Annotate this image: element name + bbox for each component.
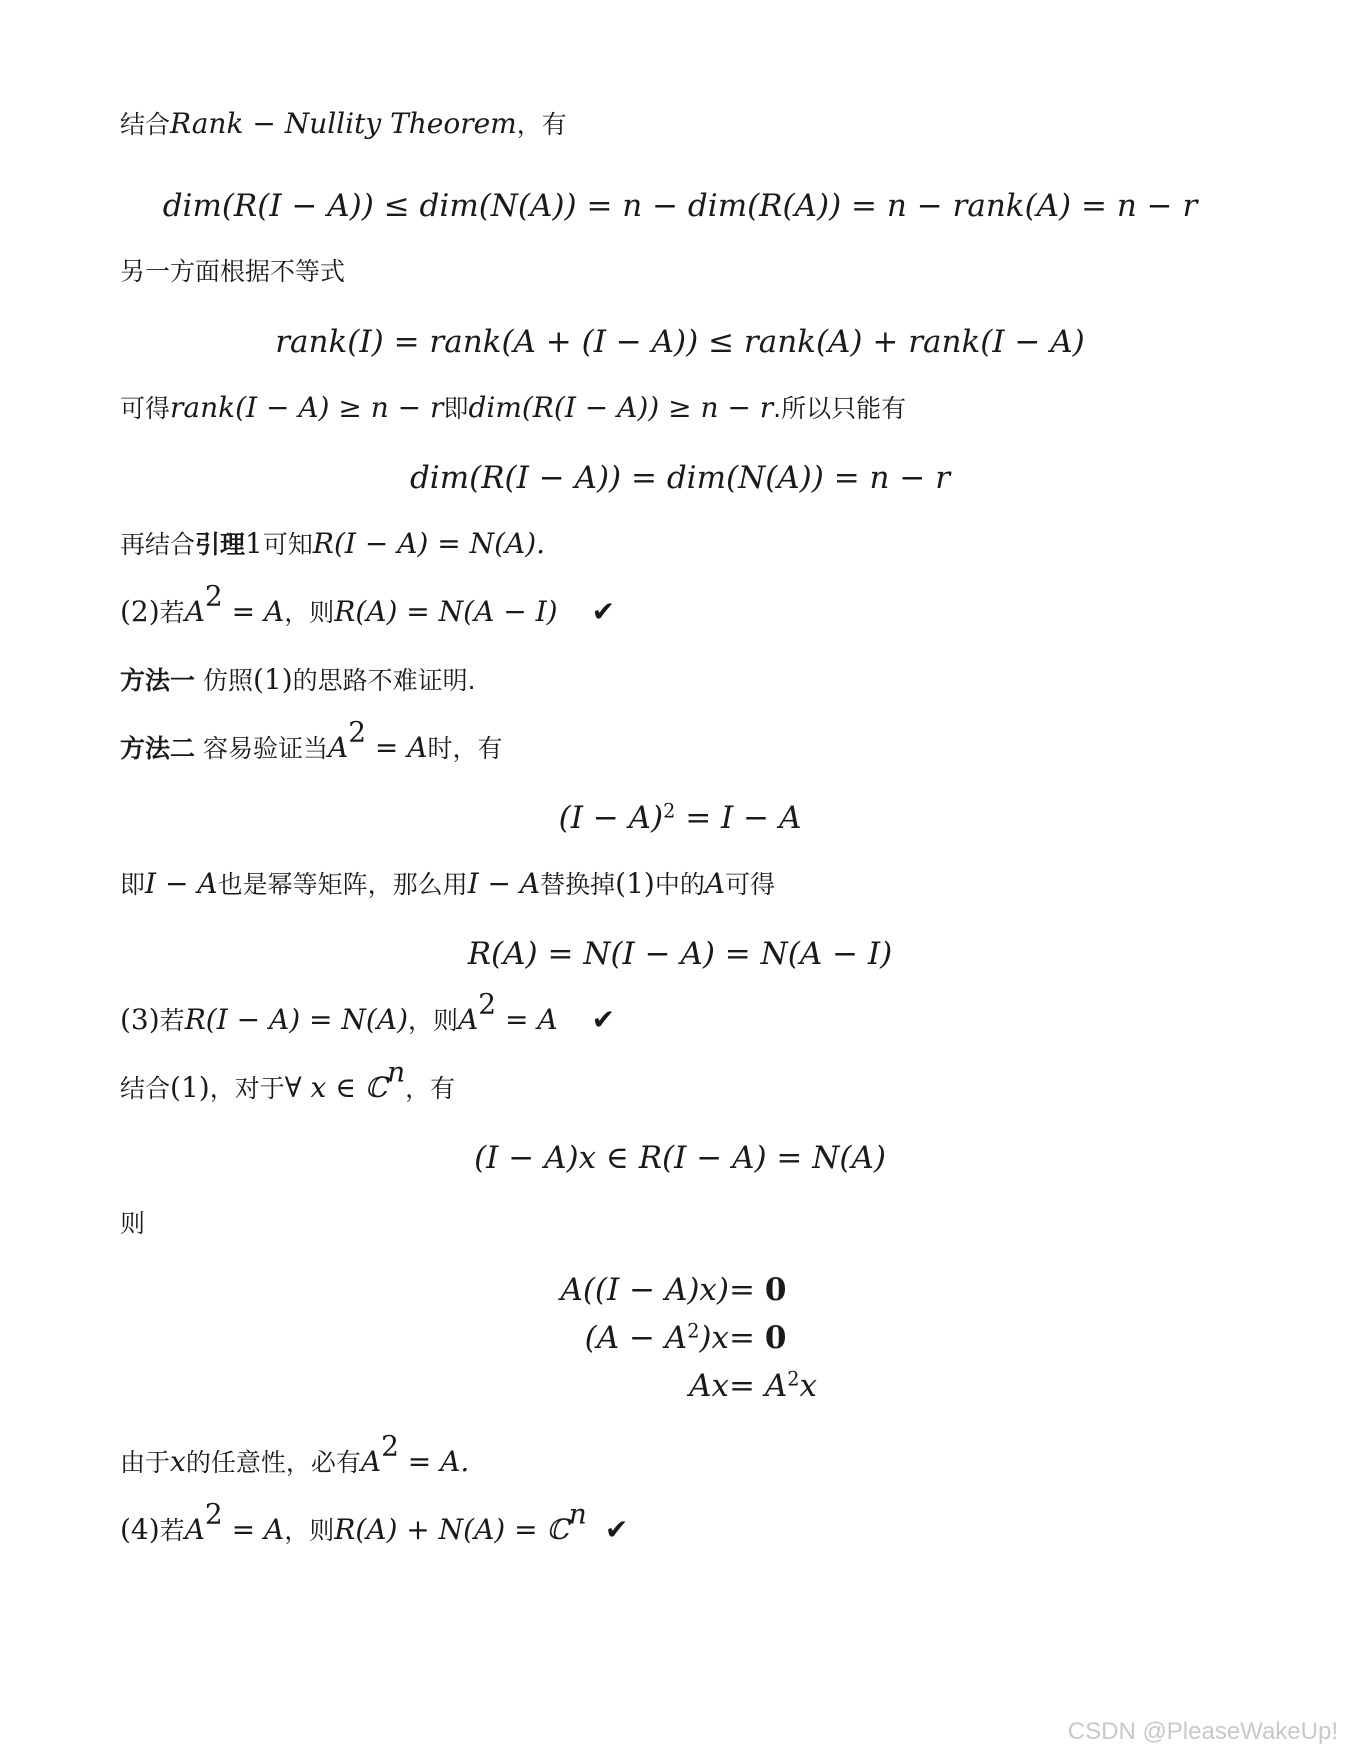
- math: =: [729, 1320, 765, 1356]
- math: 0: [764, 1272, 787, 1308]
- math: = A: [222, 595, 285, 628]
- text: 结合: [120, 1074, 171, 1103]
- math: Rank − Nullity Theorem: [170, 107, 517, 140]
- superscript: 2: [687, 1319, 700, 1343]
- text: 的思路不难证明.: [292, 666, 476, 695]
- text: ，则: [284, 1516, 335, 1545]
- math: I − A: [467, 867, 541, 900]
- superscript: 2: [204, 1497, 223, 1531]
- math: R(I − A) = N(A): [184, 1003, 408, 1036]
- text-line-5: [120, 579, 616, 633]
- math: = A.: [398, 1445, 470, 1478]
- text: 仿照: [195, 666, 253, 695]
- equation-4: [0, 796, 1360, 840]
- text: 可得: [120, 394, 171, 423]
- system-row-1-rhs: [729, 1268, 786, 1312]
- text-line-1: [120, 104, 567, 145]
- text: 也是幂等矩阵，那么用: [217, 870, 468, 899]
- math: 0: [764, 1320, 787, 1356]
- text: ，有: [516, 110, 567, 139]
- math: A: [327, 731, 349, 764]
- math: Ax: [689, 1368, 729, 1404]
- math: A: [360, 1445, 382, 1478]
- superscript: 2: [381, 1429, 399, 1463]
- equation-1: dim(R(I − A)) ≤ dim(N(A)) = n − dim(R(A)) = n − rank(A) = n − r: [162, 188, 1198, 224]
- text-line-6: [120, 660, 476, 701]
- equation-2: rank(I) = rank(A + (I − A)) ≤ rank(A) + rank(I − A): [275, 324, 1085, 360]
- math: = I − A: [675, 800, 802, 836]
- math: A: [704, 867, 726, 900]
- math: A((I − A)x): [560, 1272, 729, 1308]
- math: I − A: [145, 867, 218, 900]
- math: (1): [252, 663, 293, 696]
- math: R(A) = N(A − I): [334, 595, 558, 628]
- math: ∀ x ∈ ℂ: [284, 1071, 388, 1104]
- bold-text: 方法二: [120, 734, 196, 763]
- text: 容易验证当: [195, 734, 328, 763]
- math: R(A) + N(A) = ℂ: [334, 1513, 569, 1546]
- system-row-3-rhs: [729, 1364, 817, 1408]
- text-line-12: [120, 1429, 470, 1483]
- text: 可知: [262, 530, 313, 559]
- math: A: [458, 1003, 479, 1036]
- text: ，则: [284, 598, 335, 627]
- text-line-11: 则: [120, 1209, 146, 1238]
- text: .所以只能有: [773, 394, 907, 423]
- text-line-10: [120, 1055, 456, 1109]
- math: = A: [729, 1368, 788, 1404]
- equation-3: dim(R(I − A)) = dim(N(A)) = n − r: [409, 460, 951, 496]
- watermark: CSDN @PleaseWakeUp!: [1067, 1718, 1338, 1745]
- checkmark-icon: ✔: [604, 1513, 629, 1546]
- text-line-9: [120, 987, 616, 1041]
- text: 若: [159, 1006, 185, 1035]
- math: R(I − A) = N(A).: [312, 527, 546, 560]
- text: 可得: [725, 870, 776, 899]
- text-line-13: [120, 1497, 629, 1551]
- text: 结合: [120, 110, 171, 139]
- math: x: [799, 1368, 817, 1404]
- math: rank(I − A) ≥ n − r: [170, 391, 444, 424]
- math: (I − A): [558, 800, 664, 836]
- math: (4): [120, 1513, 160, 1546]
- text: 即: [443, 394, 469, 423]
- superscript: 2: [663, 799, 676, 823]
- math: (2): [120, 595, 160, 628]
- math: = A: [366, 731, 428, 764]
- text: ，则: [408, 1006, 459, 1035]
- text-line-2: 另一方面根据不等式: [120, 257, 346, 286]
- math: = A: [496, 1003, 558, 1036]
- math: (1): [615, 867, 655, 900]
- superscript: 2: [478, 987, 497, 1021]
- text: 若: [159, 598, 185, 627]
- text: 中的: [654, 870, 705, 899]
- superscript: 2: [348, 715, 367, 749]
- checkmark-icon: ✔: [591, 1003, 616, 1036]
- text: ，对于: [209, 1074, 285, 1103]
- superscript: n: [568, 1497, 587, 1531]
- text: 再结合: [120, 530, 196, 559]
- superscript: 2: [204, 579, 223, 613]
- text: 时，有: [427, 734, 503, 763]
- math: A: [184, 1513, 205, 1546]
- math: (1): [170, 1071, 210, 1104]
- equation-6: (I − A)x ∈ R(I − A) = N(A): [474, 1140, 886, 1176]
- bold-text: 引理: [195, 530, 246, 559]
- math: A: [184, 595, 205, 628]
- math: = A: [222, 1513, 285, 1546]
- text: 的任意性，必有: [185, 1448, 361, 1477]
- bold-text: 方法一: [120, 666, 196, 695]
- math: (3): [120, 1003, 160, 1036]
- text: ，有: [405, 1074, 456, 1103]
- text: 即: [120, 870, 146, 899]
- math: (A − A: [584, 1320, 688, 1356]
- checkmark-icon: ✔: [591, 595, 616, 628]
- text: 由于: [120, 1448, 171, 1477]
- math: dim(R(I − A)) ≥ n − r: [468, 391, 774, 424]
- equation-5: R(A) = N(I − A) = N(A − I): [467, 936, 893, 972]
- system-row-2-rhs: [729, 1316, 786, 1360]
- math: )x: [699, 1320, 729, 1356]
- text-line-7: [120, 715, 503, 769]
- math: [585, 1316, 729, 1360]
- superscript: n: [387, 1055, 406, 1089]
- superscript: 2: [787, 1367, 800, 1391]
- text: 替换掉: [540, 870, 616, 899]
- text: 若: [159, 1516, 185, 1545]
- math: 1: [245, 527, 263, 560]
- text-line-4: [120, 524, 545, 565]
- text-line-3: [120, 388, 906, 429]
- math: =: [729, 1272, 765, 1308]
- text-line-8: [120, 864, 775, 905]
- math: x: [170, 1445, 186, 1478]
